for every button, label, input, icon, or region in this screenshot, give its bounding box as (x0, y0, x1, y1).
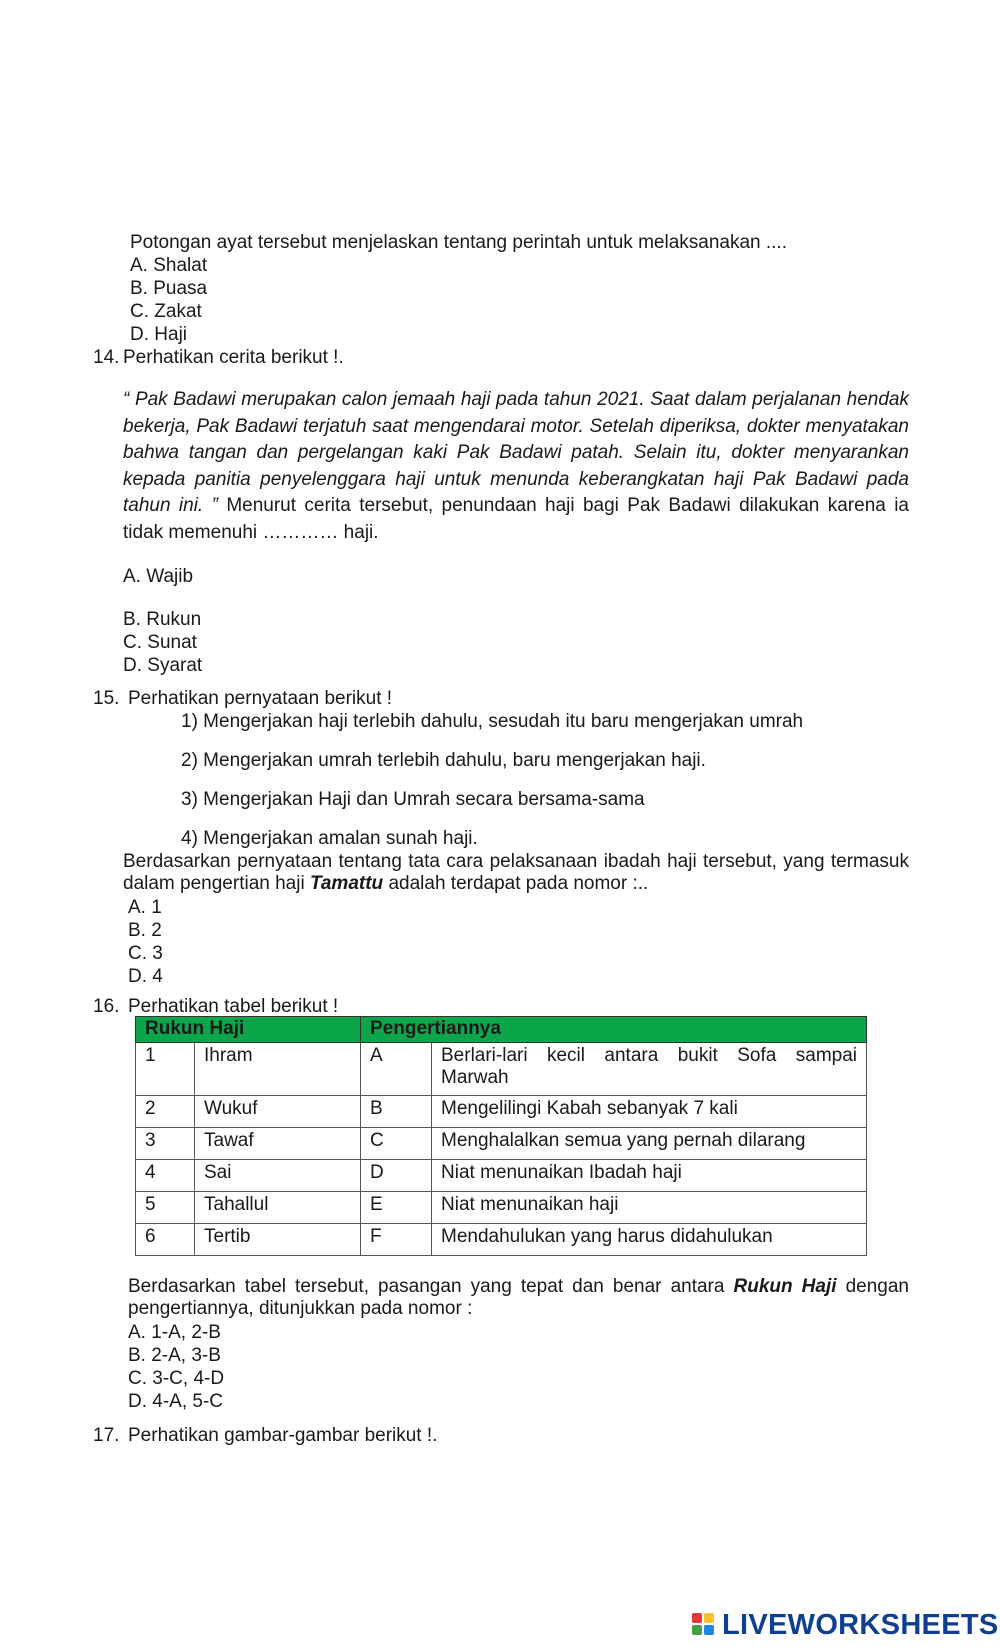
table-row (136, 1224, 867, 1256)
table-cell-letter: D (361, 1160, 432, 1192)
q15-statement-3: 3) Mengerjakan Haji dan Umrah secara bersama-sama (181, 789, 645, 810)
q13-option-d: D. Haji (130, 324, 188, 345)
q13-option-c: C. Zakat (130, 301, 202, 322)
table-cell-definition: Mendahulukan yang harus didahulukan (432, 1224, 867, 1256)
q15-statement-2: 2) Mengerjakan umrah terlebih dahulu, baru mengerjakan haji. (181, 750, 706, 771)
q14-number: 14. (93, 347, 120, 368)
table-cell-definition: Mengelilingi Kabah sebanyak 7 kali (432, 1096, 867, 1128)
q15-question (123, 851, 909, 895)
table-cell-rukun: Ihram (195, 1043, 361, 1096)
table-cell-definition: Berlari-lari kecil antara bukit Sofa sampai Marwah (432, 1043, 867, 1096)
rukun-haji-table (135, 1016, 867, 1256)
table-header-pengertian: Pengertiannya (361, 1017, 867, 1043)
table-cell-definition: Menghalalkan semua yang pernah dilarang (432, 1128, 867, 1160)
q16-option-d: D. 4-A, 5-C (128, 1391, 224, 1412)
table-cell-rukun: Tertib (195, 1224, 361, 1256)
q15-option-b: B. 2 (128, 920, 162, 941)
q14-question: Menurut cerita tersebut, penundaan haji bagi Pak Badawi dilakukan karena ia tidak memenuhi ………… haji. (123, 495, 909, 543)
table-row (136, 1128, 867, 1160)
table-cell-definition: Niat menunaikan haji (432, 1192, 867, 1224)
q14-option-b: B. Rukun (123, 609, 202, 630)
q15-question-post: adalah terdapat pada nomor :.. (388, 873, 649, 894)
table-cell-number: 1 (136, 1043, 195, 1096)
table-row (136, 1192, 867, 1224)
table-cell-number: 5 (136, 1192, 195, 1224)
q16-option-b: B. 2-A, 3-B (128, 1345, 221, 1366)
q15-question-term: Tamattu (309, 873, 384, 894)
table-cell-number: 2 (136, 1096, 195, 1128)
q13-option-a: A. Shalat (130, 255, 208, 276)
q15-statement-4: 4) Mengerjakan amalan sunah haji. (181, 828, 478, 849)
table-header-row (136, 1017, 867, 1043)
q16-question (128, 1276, 909, 1320)
q17-number: 17. (93, 1425, 120, 1446)
logo-grid-icon (692, 1613, 716, 1637)
table-cell-letter: C (361, 1128, 432, 1160)
table-cell-number: 4 (136, 1160, 195, 1192)
q16-option-c: C. 3-C, 4-D (128, 1368, 225, 1389)
q16-number: 16. (93, 996, 120, 1017)
q15-title: Perhatikan pernyataan berikut ! (128, 688, 393, 709)
q14-story (123, 387, 909, 546)
logo-text: LIVEWORKSHEETS (722, 1609, 999, 1641)
table-cell-letter: F (361, 1224, 432, 1256)
logo-square-red (692, 1613, 702, 1623)
q16-question-pre: Berdasarkan tabel tersebut, pasangan yang tepat dan benar antara (128, 1276, 725, 1297)
q14-story-quote: “ Pak Badawi merupakan calon jemaah haji pada tahun 2021. Saat dalam perjalanan hendak bekerja, Pak Badawi terjatuh saat mengendarai motor. Setelah diperiksa, dokter menyatakan bahwa tangan dan pergelangan kaki Pak Badawi patah. Selain itu, dokter menyarankan kepada panitia penyelenggara haji untuk menunda keberangkatan haji Pak Badawi pada tahun ini. ” (123, 389, 909, 516)
table-cell-letter: A (361, 1043, 432, 1096)
table-header-rukun: Rukun Haji (136, 1017, 361, 1043)
table-cell-rukun: Wukuf (195, 1096, 361, 1128)
q13-stem: Potongan ayat tersebut menjelaskan tentang perintah untuk melaksanakan .... (130, 232, 787, 253)
table-cell-rukun: Tahallul (195, 1192, 361, 1224)
q15-question-pre: Berdasarkan pernyataan tentang tata cara pelaksanaan ibadah haji tersebut, yang termasuk dalam pengertian haji (123, 851, 909, 894)
table-cell-number: 3 (136, 1128, 195, 1160)
table-row (136, 1096, 867, 1128)
q14-title: Perhatikan cerita berikut !. (123, 347, 344, 368)
logo-square-blue (704, 1625, 714, 1635)
table-row (136, 1043, 867, 1096)
q15-option-a: A. 1 (128, 897, 162, 918)
logo-square-green (692, 1625, 702, 1635)
table-cell-number: 6 (136, 1224, 195, 1256)
q13-option-b: B. Puasa (130, 278, 208, 299)
q14-option-c: C. Sunat (123, 632, 197, 653)
q15-option-c: C. 3 (128, 943, 163, 964)
table-cell-rukun: Sai (195, 1160, 361, 1192)
q15-number: 15. (93, 688, 120, 709)
q16-question-post: dengan pengertiannya, ditunjukkan pada nomor : (128, 1276, 909, 1319)
q15-option-d: D. 4 (128, 966, 163, 987)
table-row (136, 1160, 867, 1192)
table-cell-letter: B (361, 1096, 432, 1128)
logo-square-yellow (704, 1613, 714, 1623)
q14-option-d: D. Syarat (123, 655, 203, 676)
q14-option-a: A. Wajib (123, 566, 194, 587)
table-cell-definition: Niat menunaikan Ibadah haji (432, 1160, 867, 1192)
q17-title: Perhatikan gambar-gambar berikut !. (128, 1425, 438, 1446)
q16-question-term: Rukun Haji (733, 1276, 837, 1297)
q15-statement-1: 1) Mengerjakan haji terlebih dahulu, sesudah itu baru mengerjakan umrah (181, 711, 804, 732)
table-cell-letter: E (361, 1192, 432, 1224)
table-cell-rukun: Tawaf (195, 1128, 361, 1160)
q16-option-a: A. 1-A, 2-B (128, 1322, 221, 1343)
q16-title: Perhatikan tabel berikut ! (128, 996, 339, 1017)
